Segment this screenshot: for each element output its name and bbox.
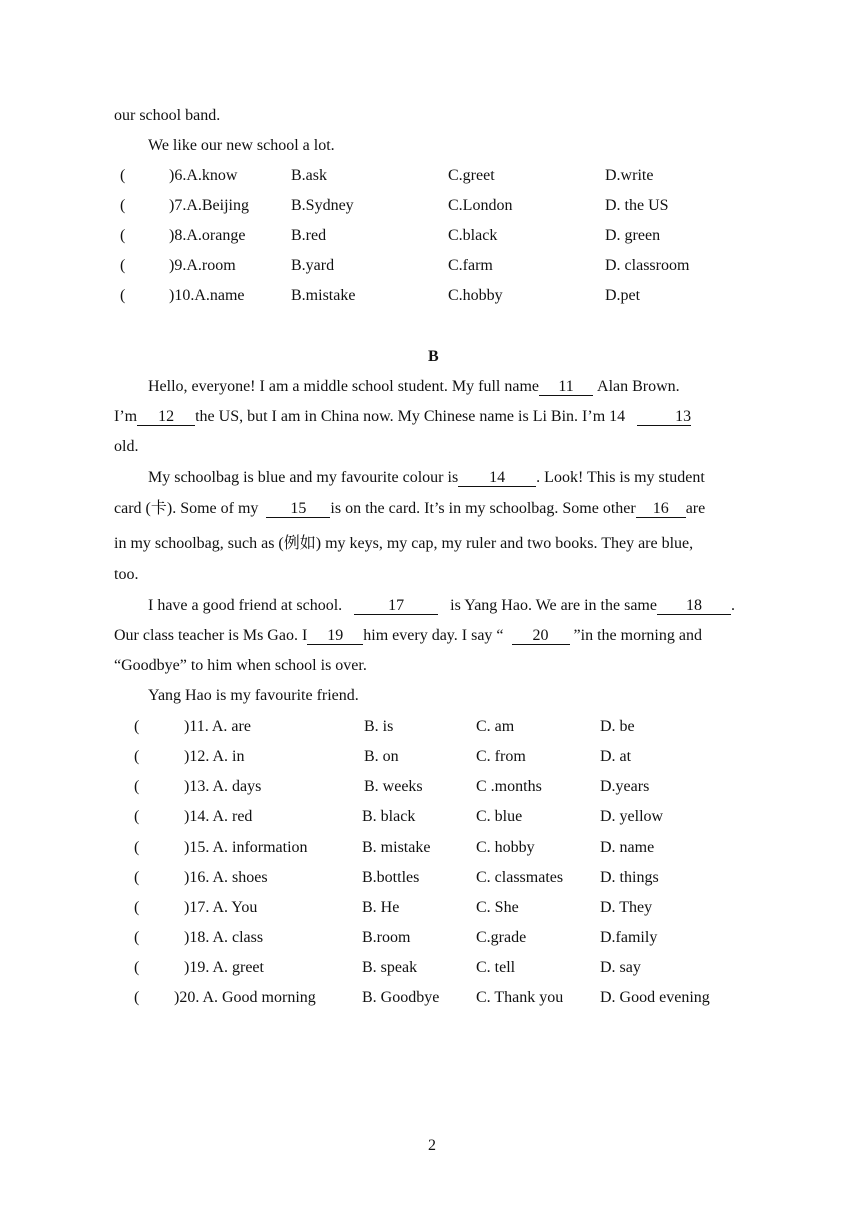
option-c: C.farm bbox=[448, 257, 493, 274]
option-c: C. from bbox=[476, 748, 526, 765]
passage-a-line: our school band. bbox=[114, 107, 221, 124]
option-d: D.years bbox=[600, 778, 650, 795]
passage-text: the US, but I am in China now. My Chinese name is Li Bin. I’m 14 bbox=[195, 408, 626, 425]
option-a: )15. A. information bbox=[184, 839, 308, 856]
option-c: C. tell bbox=[476, 959, 516, 976]
passage-b-line bbox=[148, 468, 705, 488]
answer-paren[interactable]: ( bbox=[120, 287, 126, 304]
option-b: B. He bbox=[362, 899, 400, 916]
option-a: )10.A.name bbox=[169, 287, 245, 304]
option-b: B. speak bbox=[362, 959, 418, 976]
answer-paren[interactable]: ( bbox=[134, 808, 140, 825]
blank-13[interactable]: 13 bbox=[637, 409, 691, 426]
option-b: B.yard bbox=[291, 257, 335, 274]
option-d: D. They bbox=[600, 899, 653, 916]
option-c: C.grade bbox=[476, 929, 527, 946]
option-b: B.bottles bbox=[362, 869, 420, 886]
blank-12[interactable]: 12 bbox=[137, 409, 195, 426]
blank-16[interactable]: 16 bbox=[636, 501, 686, 518]
answer-paren[interactable]: ( bbox=[120, 257, 126, 274]
passage-b-line bbox=[148, 596, 735, 616]
option-a: )14. A. red bbox=[184, 808, 253, 825]
blank-14[interactable]: 14 bbox=[458, 470, 536, 487]
answer-paren[interactable]: ( bbox=[134, 718, 140, 735]
answer-paren[interactable]: ( bbox=[134, 839, 140, 856]
answer-paren[interactable]: ( bbox=[134, 748, 140, 765]
option-c: C.greet bbox=[448, 167, 495, 184]
option-d: D. classroom bbox=[605, 257, 690, 274]
option-a: )8.A.orange bbox=[169, 227, 246, 244]
option-d: D. say bbox=[600, 959, 641, 976]
option-a: )6.A.know bbox=[169, 167, 238, 184]
passage-text: card (卡). Some of my bbox=[114, 500, 259, 517]
passage-text: My schoolbag is blue and my favourite colour is bbox=[148, 469, 459, 486]
option-a: )20. A. Good morning bbox=[174, 989, 316, 1006]
option-c: C .months bbox=[476, 778, 542, 795]
option-b: B.red bbox=[291, 227, 327, 244]
answer-paren[interactable]: ( bbox=[120, 197, 126, 214]
blank-20[interactable]: 20 bbox=[512, 628, 570, 645]
option-d: D. green bbox=[605, 227, 661, 244]
passage-text: are bbox=[685, 500, 706, 517]
passage-text: I have a good friend at school. bbox=[148, 597, 343, 614]
option-d: D. at bbox=[600, 748, 632, 765]
passage-a-line: We like our new school a lot. bbox=[148, 137, 335, 154]
option-d: D. the US bbox=[605, 197, 669, 214]
option-b: B. black bbox=[362, 808, 416, 825]
passage-text: is on the card. It’s in my schoolbag. Some other bbox=[330, 500, 636, 517]
answer-paren[interactable]: ( bbox=[134, 929, 140, 946]
option-c: C. hobby bbox=[476, 839, 535, 856]
option-d: D.pet bbox=[605, 287, 641, 304]
option-b: B.Sydney bbox=[291, 197, 354, 214]
blank-18[interactable]: 18 bbox=[657, 598, 731, 615]
option-c: C.black bbox=[448, 227, 498, 244]
option-b: B. on bbox=[364, 748, 399, 765]
option-d: D. Good evening bbox=[600, 989, 710, 1006]
passage-b-line bbox=[114, 499, 705, 519]
option-b: B. mistake bbox=[362, 839, 431, 856]
option-d: D. be bbox=[600, 718, 635, 735]
answer-paren[interactable]: ( bbox=[120, 227, 126, 244]
option-a: )17. A. You bbox=[184, 899, 258, 916]
option-a: )11. A. are bbox=[184, 718, 251, 735]
passage-b-line bbox=[148, 377, 680, 397]
blank-17[interactable]: 17 bbox=[354, 598, 438, 615]
passage-text: is Yang Hao. We are in the same bbox=[450, 597, 657, 614]
passage-text: Alan Brown. bbox=[597, 378, 680, 395]
option-a: )7.A.Beijing bbox=[169, 197, 249, 214]
option-b: B. is bbox=[364, 718, 394, 735]
passage-text: ”in the morning and bbox=[573, 627, 702, 644]
passage-b-line bbox=[114, 626, 702, 646]
option-d: D. name bbox=[600, 839, 655, 856]
option-b: B.room bbox=[362, 929, 411, 946]
blank-11[interactable]: 11 bbox=[539, 379, 593, 396]
option-a: )16. A. shoes bbox=[184, 869, 268, 886]
passage-text: Hello, everyone! I am a middle school student. My full name bbox=[148, 378, 540, 395]
option-a: )19. A. greet bbox=[184, 959, 264, 976]
option-c: C. am bbox=[476, 718, 515, 735]
option-d: D. yellow bbox=[600, 808, 664, 825]
passage-text: I’m bbox=[114, 408, 138, 425]
passage-text: . bbox=[730, 597, 735, 614]
passage-b-line: Yang Hao is my favourite friend. bbox=[148, 687, 359, 704]
option-b: B. Goodbye bbox=[362, 989, 440, 1006]
option-c: C. Thank you bbox=[476, 989, 564, 1006]
blank-19[interactable]: 19 bbox=[307, 628, 363, 645]
passage-b-line bbox=[114, 407, 691, 427]
passage-text: . Look! This is my student bbox=[536, 469, 705, 486]
passage-b-line: too. bbox=[114, 566, 139, 583]
option-c: C. classmates bbox=[476, 869, 564, 886]
option-b: B. weeks bbox=[364, 778, 423, 795]
section-b-heading: B bbox=[428, 348, 439, 365]
option-b: B.mistake bbox=[291, 287, 356, 304]
page-number: 2 bbox=[428, 1137, 436, 1154]
option-c: C. blue bbox=[476, 808, 523, 825]
answer-paren[interactable]: ( bbox=[134, 989, 140, 1006]
passage-b-line: old. bbox=[114, 438, 139, 455]
option-c: C. She bbox=[476, 899, 519, 916]
option-a: )9.A.room bbox=[169, 257, 236, 274]
option-d: D.family bbox=[600, 929, 658, 946]
answer-paren[interactable]: ( bbox=[120, 167, 126, 184]
passage-text: Our class teacher is Ms Gao. I bbox=[114, 627, 308, 644]
option-d: D.write bbox=[605, 167, 654, 184]
passage-text: him every day. I say “ bbox=[363, 627, 504, 644]
option-a: )18. A. class bbox=[184, 929, 264, 946]
option-a: )13. A. days bbox=[184, 778, 262, 795]
answer-paren[interactable]: ( bbox=[134, 899, 140, 916]
passage-b-line: “Goodbye” to him when school is over. bbox=[114, 657, 367, 674]
option-c: C.London bbox=[448, 197, 513, 214]
option-d: D. things bbox=[600, 869, 659, 886]
option-c: C.hobby bbox=[448, 287, 503, 304]
passage-b-line: in my schoolbag, such as (例如) my keys, my cap, my ruler and two books. They are blue, bbox=[114, 535, 694, 552]
answer-paren[interactable]: ( bbox=[134, 778, 140, 795]
option-a: )12. A. in bbox=[184, 748, 245, 765]
option-b: B.ask bbox=[291, 167, 327, 184]
answer-paren[interactable]: ( bbox=[134, 869, 140, 886]
answer-paren[interactable]: ( bbox=[134, 959, 140, 976]
blank-15[interactable]: 15 bbox=[266, 501, 330, 518]
